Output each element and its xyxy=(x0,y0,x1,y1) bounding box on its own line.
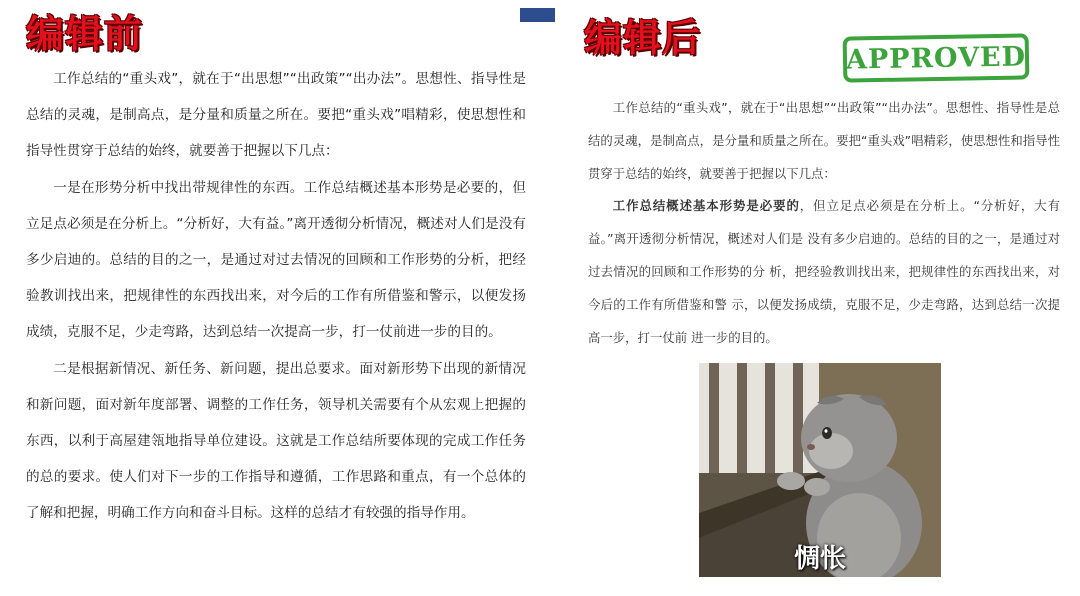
cat-meme-caption: 惆怅 xyxy=(793,544,846,574)
after-heading: 编辑后 xyxy=(584,16,702,60)
approved-stamp xyxy=(843,33,1030,82)
cat-meme-image xyxy=(699,363,941,577)
before-heading: 编辑前 xyxy=(26,12,144,56)
approved-stamp-label: APPROVED xyxy=(845,40,1027,76)
after-paragraph-1: 工作总结的“重头戏”，就在于“出思想”“出政策”“出办法”。思想性、指导性是总结的灵魂，是制高点，是分量和质量之所在。要把“重头戏”唱精彩，使思想性和指导性贯穿于总结的始终，就要善于把握以下几点： xyxy=(588,100,1060,181)
after-panel xyxy=(560,0,1080,596)
before-paragraph-2: 一是在形势分析中找出带规律性的东西。工作总结概述基本形势是必要的，但立足点必须是在分析上。“分析好，大有益。”离开透彻分析情况，概述对人们是没有多少启迪的。总结的目的之一，是通过对过去情况的回顾和工作形势的分析，把经验教训找出来，把规律性的东西找出来，对今后的工作有所借鉴和警示，以便发扬成绩，克服不足，少走弯路，达到总结一次提高一步，打一仗前进一步的目的。 xyxy=(26,179,526,341)
blue-marker xyxy=(520,8,555,22)
before-text xyxy=(26,61,526,532)
after-paragraph-2 xyxy=(588,190,1060,354)
after-paragraph-2-bold: 工作总结概述基本形势是必要的 xyxy=(612,198,800,214)
before-paragraph-1: 工作总结的“重头戏”，就在于“出思想”“出政策”“出办法”。思想性、指导性是总结的灵魂，是制高点，是分量和质量之所在。要把“重头戏”唱精彩，使思想性和指导性贯穿于总结的始终，就要善于把握以下几点： xyxy=(26,71,526,160)
before-paragraph-3: 二是根据新情况、新任务、新问题，提出总要求。面对新形势下出现的新情况和新问题，面对新年度部署、调整的工作任务，领导机关需要有个从宏观上把握的东西，以利于高屋建瓴地指导单位建设。这就是工作总结所要体现的完成工作任务的总的要求。使人们对下一步的工作指导和遵循，工作思路和重点，有一个总体的了解和把握，明确工作方向和奋斗目标。这样的总结才有较强的指导作用。 xyxy=(26,360,526,522)
after-paragraph-2-rest: ，但立足点必须是在分析上。“分析好，大有益。”离开透彻分析情况，概述对人们是 没有多少启迪的。总结的目的之一，是通过对过去情况的回顾和工作形势的分 析，把经验教训找出来，把规律性的东西找出来，对今后的工作有所借鉴和警 示，以便发扬成绩，克服不足，少走弯路，达到总结一次提高一步，打一仗前 进一步的目的。 xyxy=(588,198,1060,345)
after-text xyxy=(588,92,1060,354)
